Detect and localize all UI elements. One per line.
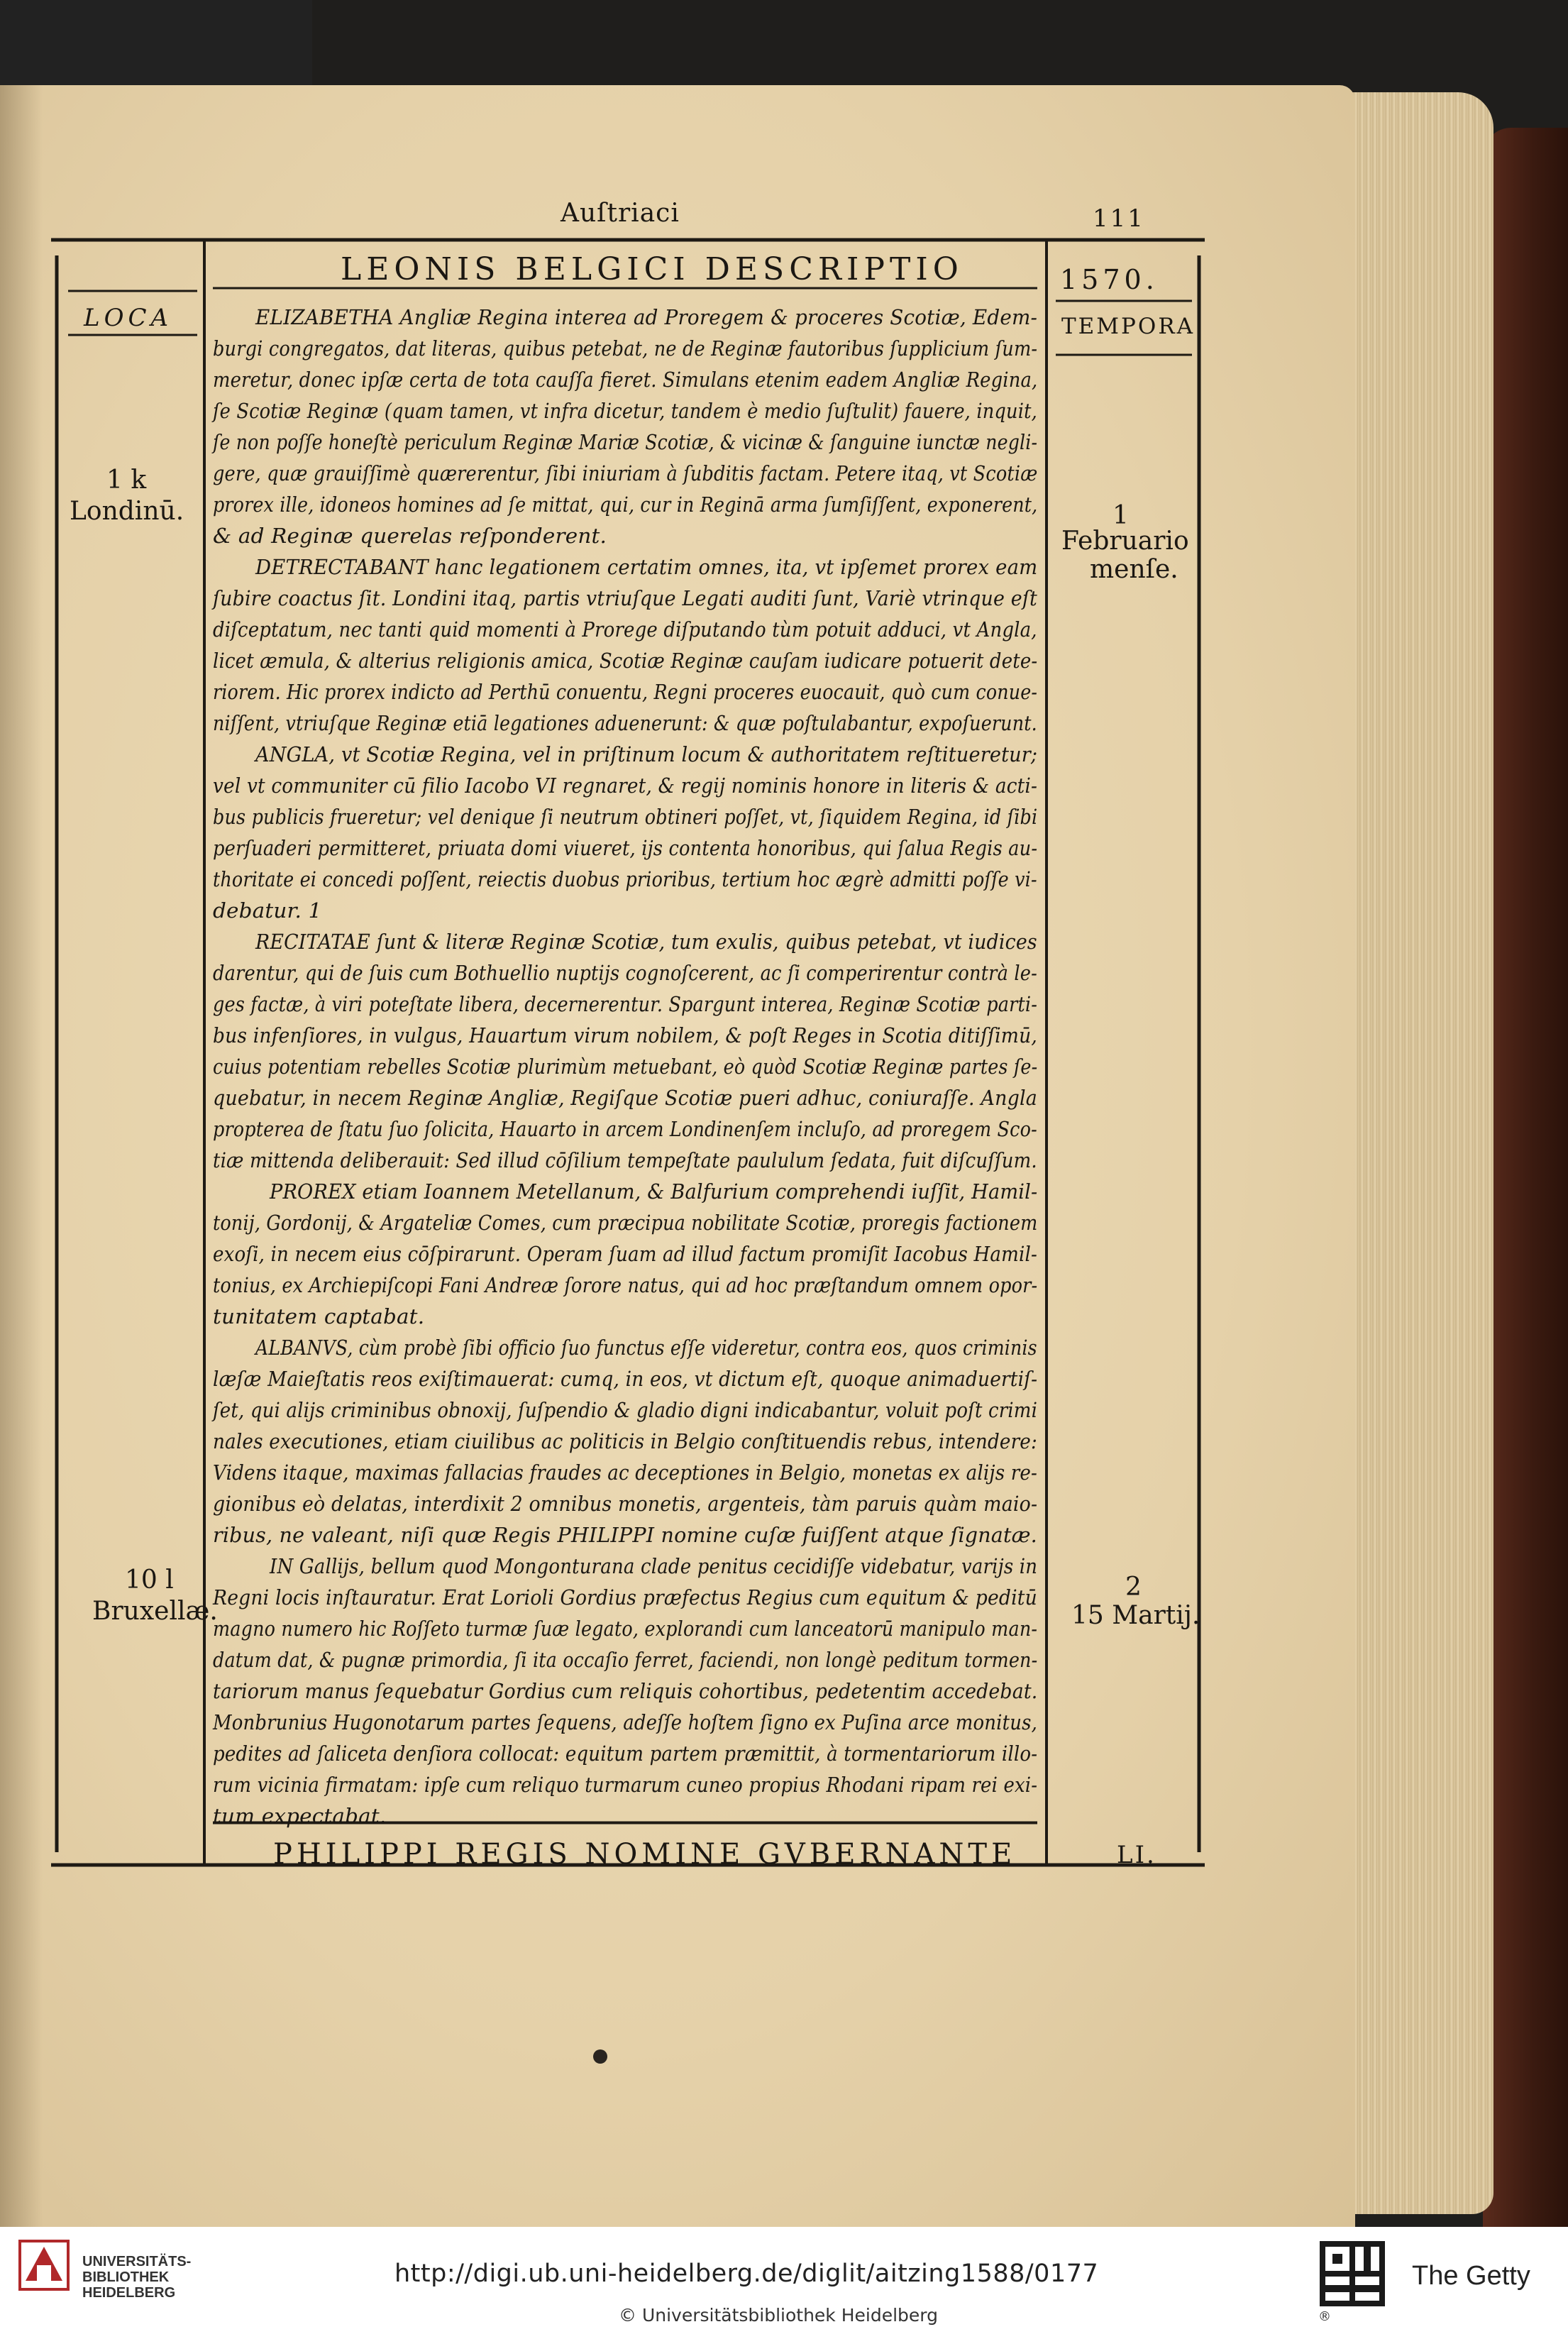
loca-column-head: LOCA bbox=[84, 304, 173, 332]
footer-line: PHILIPPI REGIS NOMINE GVBERNANTE bbox=[273, 1838, 1017, 1871]
margin-date-1-word: menſe. bbox=[1090, 555, 1178, 584]
text-line-5: ſe non poſſe honeſtè periculum Reginæ Mariæ Scotiæ, & vicinæ & ſanguine iunctæ negli- bbox=[213, 430, 1038, 454]
text-line-27: propterea de ſtatu ſuo ſolicita, Hauarto in arcem Londinenſem incluſo, ad proregem Sco- bbox=[213, 1117, 1037, 1141]
margin-date-1-number: 1 bbox=[1112, 501, 1129, 530]
permalink-url[interactable]: http://digi.ub.uni-heidelberg.de/diglit/aitzing1588/0177 bbox=[394, 2260, 1099, 2288]
folio-number: 111 bbox=[1093, 204, 1145, 233]
text-line-4: ſe Scotiæ Reginæ (quam tamen, vt infra dicetur, tandem è medio ſuſtulit) fauere, inquit, bbox=[213, 399, 1037, 423]
text-line-46: Monbrunius Hugonotarum partes ſequens, adeſſe hoſtem ſigno ex Puſina arce monitus, bbox=[213, 1710, 1038, 1734]
text-line-21: RECITATAE ſunt & literæ Reginæ Scotiæ, tum exulis, quibus petebat, vt iudices bbox=[255, 930, 1037, 954]
university-name-line-2: BIBLIOTHEK bbox=[82, 2269, 170, 2285]
year-heading: 1570. bbox=[1060, 264, 1159, 295]
text-line-35: læſæ Maieſtatis reos exiſtimauerat: cumq, in eos, vt dictum eſt, quoque animaduertiſ- bbox=[213, 1367, 1038, 1391]
margin-date-2: 15 Martij. bbox=[1071, 1601, 1200, 1630]
margin-place-2-number: 10 l bbox=[125, 1565, 174, 1595]
text-line-16: vel vt communiter cū filio Iacobo VI regnaret, & regij nominis honore in literis & acti- bbox=[213, 774, 1038, 798]
text-line-44: datum dat, & pugnæ primordia, ſi ita occaſio ferret, faciendi, non longè peditum tormen- bbox=[213, 1648, 1038, 1672]
text-line-34: ALBANVS, cùm probè ſibi officio ſuo functus eſſe videretur, contra eos, quos criminis bbox=[255, 1336, 1037, 1360]
university-name-line-3: HEIDELBERG bbox=[82, 2285, 176, 2301]
tempora-column-head: TEMPORA bbox=[1061, 314, 1196, 339]
text-line-6: gere, quæ grauiſſimè quærerentur, ſibi iniuriam à ſubditis factam. Petere itaq, vt Scotiæ bbox=[213, 461, 1038, 485]
text-line-47: pedites ad ſaliceta denſiora collocat: equitum partem præmittit, à tormentariorum illo- bbox=[213, 1741, 1038, 1766]
text-line-10: ſubire coactus ſit. Londini itaq, partis vtriuſque Legati auditi ſunt, Variè vtrinque eſt bbox=[213, 586, 1037, 610]
text-line-40: ribus, ne valeant, niſi quæ Regis PHILIPPI nomine cuſæ fuiſſent atque ſignatæ. bbox=[213, 1523, 1037, 1547]
text-line-18: perſuaderi permitteret, priuata domi viueret, ijs contenta honoribus, qui ſalua Regis au- bbox=[213, 836, 1038, 860]
text-line-17: bus publicis frueretur; vel denique ſi neutrum obtineri poſſet, vt, ſiquidem Regina, id ſibi bbox=[213, 805, 1038, 829]
text-line-41: IN Gallijs, bellum quod Mongonturana clade penitus cecidiſſe videbatur, varijs in bbox=[270, 1554, 1038, 1578]
margin-place-2: Bruxellæ. bbox=[92, 1597, 218, 1626]
margin-place-1-number: 1 k bbox=[106, 466, 147, 495]
text-line-3: meretur, donec ipſæ certa de tota cauſſa fieret. Simulans etenim eadem Angliæ Regina, bbox=[213, 368, 1038, 392]
text-line-28: tiæ mittenda deliberauit: Sed illud cōſilium tempeſtate paululum ſedata, fuit diſcuſſum. bbox=[213, 1148, 1037, 1172]
text-line-39: gionibus eò delatas, interdixit 2 omnibus monetis, argenteis, tàm paruis quàm maio- bbox=[213, 1492, 1038, 1516]
text-line-26: quebatur, in necem Reginæ Angliæ, Regiſque Scotiæ pueri adhuc, coniuraſſe. Angla bbox=[213, 1086, 1038, 1110]
text-line-23: ges factæ, à viri poteſtate libera, decernerentur. Spargunt interea, Reginæ Scotiæ parti- bbox=[213, 992, 1038, 1016]
signature-mark: LI. bbox=[1117, 1841, 1156, 1869]
text-line-12: licet æmula, & alterius religionis amica, Scotiæ Reginæ cauſam iudicare potuerit dete- bbox=[213, 649, 1038, 673]
text-line-43: magno numero hic Roſſeto turmæ ſuæ legato, explorandi cum lanceatorū manipulo man- bbox=[213, 1617, 1038, 1641]
text-line-13: riorem. Hic prorex indicto ad Perthū conuentu, Regni proceres euocauit, quò cum conue- bbox=[213, 680, 1038, 704]
university-name-line-1: UNIVERSITÄTS- bbox=[82, 2254, 192, 2269]
university-logo-icon bbox=[16, 2237, 72, 2294]
margin-date-2-number: 2 bbox=[1125, 1573, 1142, 1602]
text-line-49: tum expectabat. bbox=[213, 1804, 387, 1828]
text-line-48: rum vicinia firmatam: ipſe cum reliquo turmarum cuneo propius Rhodani ripam rei exi- bbox=[213, 1773, 1038, 1797]
text-line-32: tonius, ex Archiepiſcopi Fani Andreæ ſorore natus, qui ad hoc præſtandum omnem opor- bbox=[213, 1273, 1038, 1297]
text-line-24: bus infenſiores, in vulgus, Hauartum virum nobilem, & poſt Reges in Scotia ditiſſimū, bbox=[213, 1023, 1037, 1047]
text-line-25: cuius potentiam rebelles Scotiæ plurimùm metuebant, eò quòd Scotiæ Reginæ partes ſe- bbox=[213, 1055, 1038, 1079]
text-line-30: tonij, Gordonij, & Argateliæ Comes, cum præcipua nobilitate Scotiæ, proregis factionem bbox=[213, 1211, 1038, 1235]
text-line-9: DETRECTABANT hanc legationem certatim omnes, ita, vt ipſemet prorex eam bbox=[255, 555, 1038, 579]
text-line-14: niſſent, vtriuſque Reginæ etiā legationes aduenerunt: & quæ poſtulabantur, expoſuerunt. bbox=[213, 711, 1037, 735]
text-line-8: & ad Reginæ querelas reſponderent. bbox=[213, 524, 607, 548]
text-line-36: ſet, qui alijs criminibus obnoxij, ſuſpendio & gladio digni indicabantur, voluit poſt crimi bbox=[213, 1398, 1038, 1422]
text-line-11: diſceptatum, nec tanti quid momenti à Prorege diſputando tùm potuit adduci, vt Angla, bbox=[213, 617, 1037, 642]
copyright-notice: © Universitätsbibliothek Heidelberg bbox=[619, 2305, 939, 2326]
text-line-2: burgi congregatos, dat literas, quibus petebat, ne de Reginæ fautoribus ſupplicium ſum- bbox=[213, 336, 1038, 361]
text-line-38: Videns itaque, maximas fallacias fraudes ac deceptiones in Belgio, monetas ex alijs re- bbox=[213, 1460, 1038, 1485]
text-line-20: debatur. 1 bbox=[213, 898, 322, 923]
text-line-7: prorex ille, idoneos homines ad ſe mittat, qui, cur in Reginā arma ſumſiſſent, exponerent, bbox=[213, 492, 1038, 517]
text-line-33: tunitatem captabat. bbox=[213, 1304, 425, 1328]
text-line-42: Regni locis inſtauratur. Erat Lorioli Gordius præfectus Regius cum equitum & peditū bbox=[213, 1585, 1037, 1609]
running-head: Auſtriaci bbox=[561, 199, 680, 228]
text-line-15: ANGLA, vt Scotiæ Regina, vel in priſtinum locum & authoritatem reſtitueretur; bbox=[255, 742, 1038, 766]
ink-spot bbox=[593, 2049, 607, 2064]
text-line-1: ELIZABETHA Angliæ Regina interea ad Proregem & proceres Scotiæ, Edem- bbox=[255, 305, 1038, 329]
margin-date-1-month: Februario bbox=[1061, 527, 1189, 556]
text-line-45: tariorum manus ſequebatur Gordius cum reliquis cohortibus, pedetentim accedebat. bbox=[213, 1679, 1038, 1703]
text-line-31: exoſi, in necem eius cōſpirarunt. Operam ſuam ad illud factum promiſit Iacobus Hamil- bbox=[213, 1242, 1037, 1266]
getty-logo-icon bbox=[1320, 2241, 1385, 2306]
text-line-19: thoritate ei concedi poſſent, reiectis duobus prioribus, tertium hoc ægrè admitti poſſe vi- bbox=[213, 867, 1037, 891]
university-name bbox=[82, 2254, 191, 2301]
text-line-29: PROREX etiam Ioannem Metellanum, & Balfurium comprehendi iuſſit, Hamil- bbox=[270, 1179, 1038, 1204]
page-title: LEONIS BELGICI DESCRIPTIO bbox=[341, 251, 964, 287]
text-line-37: nales executiones, etiam ciuilibus ac politicis in Belgio conſtituendis rebus, intendere: bbox=[213, 1429, 1037, 1453]
partner-name: The Getty bbox=[1412, 2261, 1530, 2291]
registered-mark: ® bbox=[1318, 2309, 1331, 2324]
text-line-22: darentur, qui de ſuis cum Bothuellio nuptijs cognoſcerent, ac ſi comperirentur contrà le- bbox=[213, 961, 1037, 985]
margin-place-1: Londinū. bbox=[70, 497, 184, 526]
